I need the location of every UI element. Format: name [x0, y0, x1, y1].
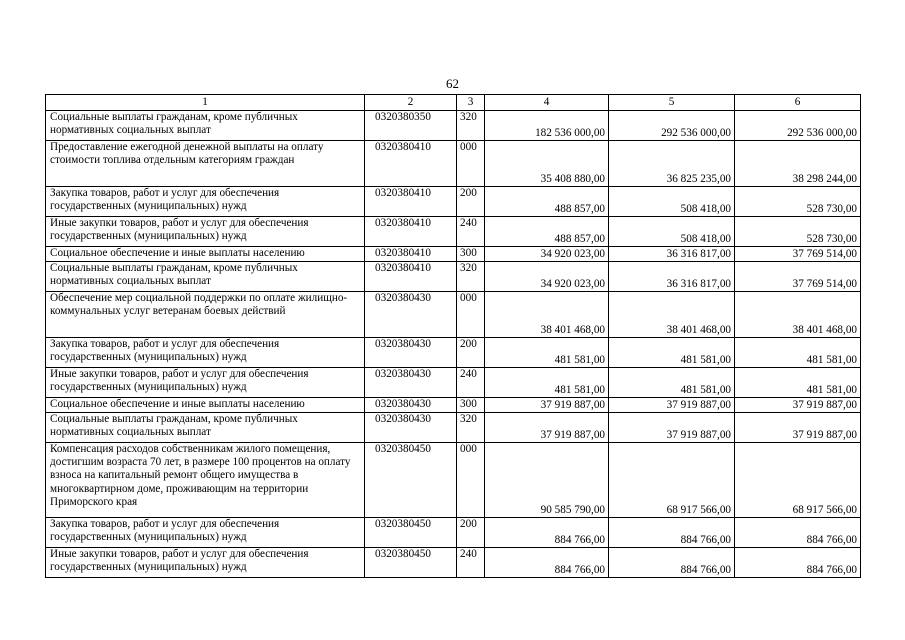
row-value-year2: 508 418,00: [609, 187, 735, 217]
row-value-year3: 37 919 887,00: [735, 398, 861, 413]
row-value-year1: 34 920 023,00: [485, 247, 609, 262]
row-name: Предоставление ежегодной денежной выплаты на оплату стоимости топлива отдельным категориям граждан: [46, 141, 365, 187]
row-value-year1: 90 585 790,00: [485, 443, 609, 518]
row-value-year1: 37 919 887,00: [485, 413, 609, 443]
row-value-year1: 488 857,00: [485, 217, 609, 247]
row-kvr: 240: [457, 368, 485, 398]
row-value-year3: 37 769 514,00: [735, 247, 861, 262]
row-value-year2: 36 825 235,00: [609, 141, 735, 187]
row-value-year2: 68 917 566,00: [609, 443, 735, 518]
row-kvr: 240: [457, 548, 485, 578]
row-name: Социальное обеспечение и иные выплаты населению: [46, 398, 365, 413]
row-value-year2: 37 919 887,00: [609, 398, 735, 413]
row-name: Закупка товаров, работ и услуг для обеспечения государственных (муниципальных) нужд: [46, 187, 365, 217]
column-header: 1: [46, 95, 365, 111]
row-value-year2: 36 316 817,00: [609, 262, 735, 292]
row-value-year1: 884 766,00: [485, 548, 609, 578]
row-kvr: 320: [457, 262, 485, 292]
table-row: [46, 111, 861, 141]
table-row: [46, 262, 861, 292]
row-value-year2: 481 581,00: [609, 368, 735, 398]
row-code: 0320380410: [365, 247, 457, 262]
table-row: [46, 187, 861, 217]
row-code: 0320380430: [365, 292, 457, 338]
row-value-year2: 884 766,00: [609, 548, 735, 578]
row-kvr: 200: [457, 187, 485, 217]
row-value-year1: 481 581,00: [485, 368, 609, 398]
table-row: [46, 548, 861, 578]
table-row: [46, 398, 861, 413]
row-kvr: 000: [457, 443, 485, 518]
row-value-year3: 884 766,00: [735, 548, 861, 578]
row-value-year3: 37 919 887,00: [735, 413, 861, 443]
table-row: [46, 217, 861, 247]
row-name: Социальные выплаты гражданам, кроме публичных нормативных социальных выплат: [46, 111, 365, 141]
row-code: 0320380410: [365, 187, 457, 217]
row-value-year3: 38 401 468,00: [735, 292, 861, 338]
row-value-year1: 182 536 000,00: [485, 111, 609, 141]
row-kvr: 320: [457, 111, 485, 141]
row-kvr: 000: [457, 141, 485, 187]
row-value-year1: 34 920 023,00: [485, 262, 609, 292]
row-value-year2: 36 316 817,00: [609, 247, 735, 262]
table-row: [46, 368, 861, 398]
row-kvr: 000: [457, 292, 485, 338]
row-code: 0320380410: [365, 141, 457, 187]
row-value-year2: 884 766,00: [609, 518, 735, 548]
row-kvr: 240: [457, 217, 485, 247]
row-value-year1: 481 581,00: [485, 338, 609, 368]
row-name: Закупка товаров, работ и услуг для обеспечения государственных (муниципальных) нужд: [46, 518, 365, 548]
row-value-year3: 37 769 514,00: [735, 262, 861, 292]
row-value-year3: 481 581,00: [735, 368, 861, 398]
row-value-year3: 38 298 244,00: [735, 141, 861, 187]
page-number: 62: [446, 76, 459, 91]
row-value-year1: 884 766,00: [485, 518, 609, 548]
row-code: 0320380450: [365, 443, 457, 518]
column-header: 2: [365, 95, 457, 111]
row-kvr: 300: [457, 247, 485, 262]
row-name: Иные закупки товаров, работ и услуг для обеспечения государственных (муниципальных) нужд: [46, 217, 365, 247]
row-kvr: 320: [457, 413, 485, 443]
row-value-year3: 884 766,00: [735, 518, 861, 548]
row-code: 0320380450: [365, 548, 457, 578]
row-value-year1: 38 401 468,00: [485, 292, 609, 338]
row-value-year1: 488 857,00: [485, 187, 609, 217]
header-row: [46, 95, 861, 111]
row-value-year3: 292 536 000,00: [735, 111, 861, 141]
row-value-year3: 68 917 566,00: [735, 443, 861, 518]
row-code: 0320380430: [365, 413, 457, 443]
row-name: Социальные выплаты гражданам, кроме публичных нормативных социальных выплат: [46, 413, 365, 443]
row-code: 0320380350: [365, 111, 457, 141]
row-kvr: 200: [457, 338, 485, 368]
row-kvr: 300: [457, 398, 485, 413]
table-row: [46, 141, 861, 187]
column-header: 6: [735, 95, 861, 111]
table-row: [46, 247, 861, 262]
budget-table: [45, 94, 861, 578]
row-name: Социальные выплаты гражданам, кроме публичных нормативных социальных выплат: [46, 262, 365, 292]
row-name: Компенсация расходов собственникам жилого помещения, достигшим возраста 70 лет, в размере 100 процентов на оплату взноса на капитальный ремонт общего имущества в многоквартирном доме, проживающим на территории Приморского края: [46, 443, 365, 518]
row-code: 0320380430: [365, 398, 457, 413]
row-name: Иные закупки товаров, работ и услуг для обеспечения государственных (муниципальных) нужд: [46, 548, 365, 578]
row-value-year2: 292 536 000,00: [609, 111, 735, 141]
row-value-year2: 38 401 468,00: [609, 292, 735, 338]
table-row: [46, 413, 861, 443]
row-code: 0320380450: [365, 518, 457, 548]
row-value-year2: 508 418,00: [609, 217, 735, 247]
column-header: 5: [609, 95, 735, 111]
column-header: 3: [457, 95, 485, 111]
table-row: [46, 292, 861, 338]
row-value-year2: 37 919 887,00: [609, 413, 735, 443]
row-code: 0320380430: [365, 338, 457, 368]
table-row: [46, 338, 861, 368]
column-header: 4: [485, 95, 609, 111]
row-kvr: 200: [457, 518, 485, 548]
row-name: Иные закупки товаров, работ и услуг для обеспечения государственных (муниципальных) нужд: [46, 368, 365, 398]
table-row: [46, 443, 861, 518]
row-value-year1: 37 919 887,00: [485, 398, 609, 413]
row-value-year1: 35 408 880,00: [485, 141, 609, 187]
row-value-year3: 528 730,00: [735, 217, 861, 247]
table-row: [46, 518, 861, 548]
row-name: Обеспечение мер социальной поддержки по оплате жилищно-коммунальных услуг ветеранам боевых действий: [46, 292, 365, 338]
row-code: 0320380410: [365, 262, 457, 292]
row-name: Социальное обеспечение и иные выплаты населению: [46, 247, 365, 262]
row-name: Закупка товаров, работ и услуг для обеспечения государственных (муниципальных) нужд: [46, 338, 365, 368]
row-value-year3: 528 730,00: [735, 187, 861, 217]
row-code: 0320380430: [365, 368, 457, 398]
row-value-year3: 481 581,00: [735, 338, 861, 368]
row-code: 0320380410: [365, 217, 457, 247]
row-value-year2: 481 581,00: [609, 338, 735, 368]
